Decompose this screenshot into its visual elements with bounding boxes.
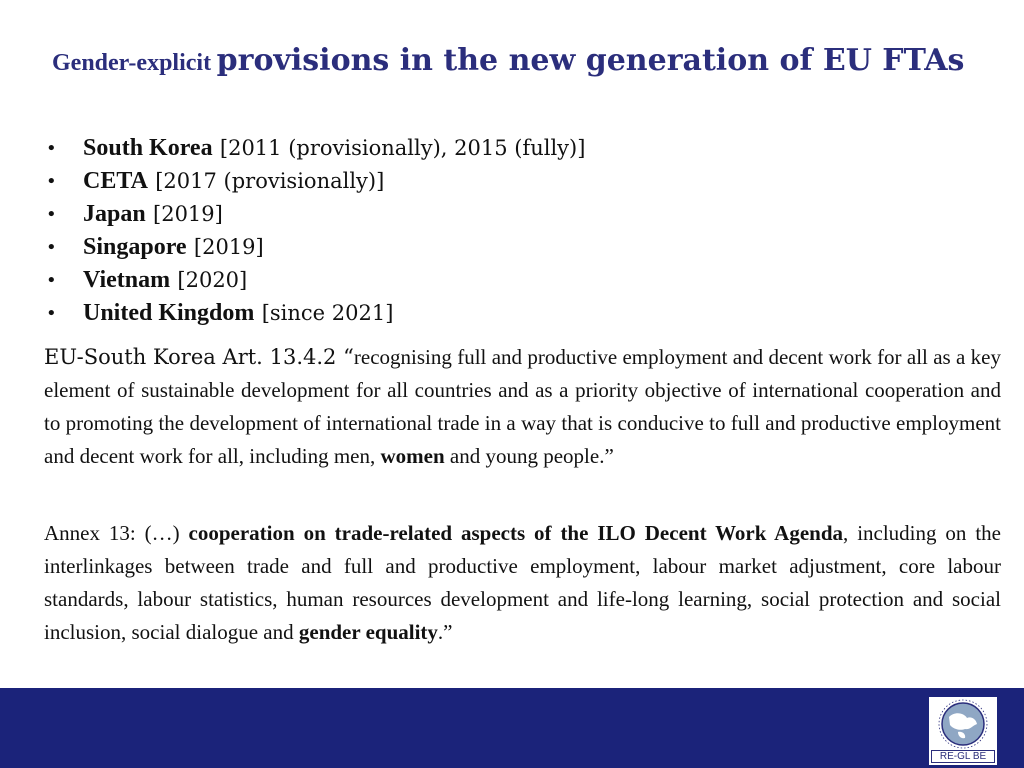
fta-dates: [2011 (provisionally), 2015 (fully)] [219, 136, 586, 160]
quote-text-end: and young people.” [444, 444, 614, 468]
bullet-icon: • [46, 138, 57, 159]
globe-icon [938, 699, 988, 749]
title-main: provisions in the new generation of EU FTAs [216, 43, 965, 78]
fta-dates: [since 2021] [261, 301, 394, 325]
fta-name: Japan [83, 201, 146, 227]
footer-bar [0, 688, 1024, 768]
fta-dates: [2019] [153, 202, 223, 226]
list-item [44, 264, 585, 297]
fta-name: United Kingdom [83, 300, 255, 326]
quote-korea-art [44, 341, 1001, 473]
quote-text: recognising full and productive employment and decent work for all as a key element of sustainable development for all countries and as a priority objective of international cooperation and to promoting the development of international trade in a way that is conducive to full and productive employment and decent work for all, including men, [44, 345, 1001, 468]
fta-dates: [2017 (provisionally)] [155, 169, 385, 193]
list-item [44, 132, 585, 165]
annex-text: , including on the interlinkages between trade and full and productive employment, labour market adjustment, core labour standards, labour statistics, human resources development and life-long learning, social protection and social inclusion, social dialogue and [44, 521, 1001, 644]
title-prefix: Gender-explicit [52, 50, 212, 76]
list-item [44, 297, 585, 330]
annex-end: .” [437, 620, 453, 644]
fta-name: CETA [83, 168, 148, 194]
annex-reference: Annex 13: (…) [44, 521, 189, 545]
quote-annex [44, 517, 1001, 649]
re-globe-logo [929, 697, 997, 765]
fta-list [44, 132, 585, 330]
logo-text: RE-GL BE [931, 750, 995, 763]
fta-name: South Korea [83, 135, 213, 161]
bullet-icon: • [46, 204, 57, 225]
list-item [44, 231, 585, 264]
bullet-icon: • [46, 270, 57, 291]
bullet-icon: • [46, 303, 57, 324]
list-item [44, 165, 585, 198]
fta-dates: [2020] [177, 268, 248, 292]
bullet-icon: • [46, 237, 57, 258]
fta-dates: [2019] [193, 235, 264, 259]
fta-name: Vietnam [83, 267, 171, 293]
bullet-icon: • [46, 171, 57, 192]
slide-title [52, 44, 992, 82]
list-item [44, 198, 585, 231]
quote-reference: EU-South Korea Art. 13.4.2 “ [44, 345, 354, 369]
quote-emphasis: women [380, 444, 445, 468]
annex-emphasis: cooperation on trade-related aspects of the ILO Decent Work Agenda [188, 521, 844, 545]
annex-emphasis-gender: gender equality [298, 620, 438, 644]
fta-name: Singapore [83, 234, 187, 260]
